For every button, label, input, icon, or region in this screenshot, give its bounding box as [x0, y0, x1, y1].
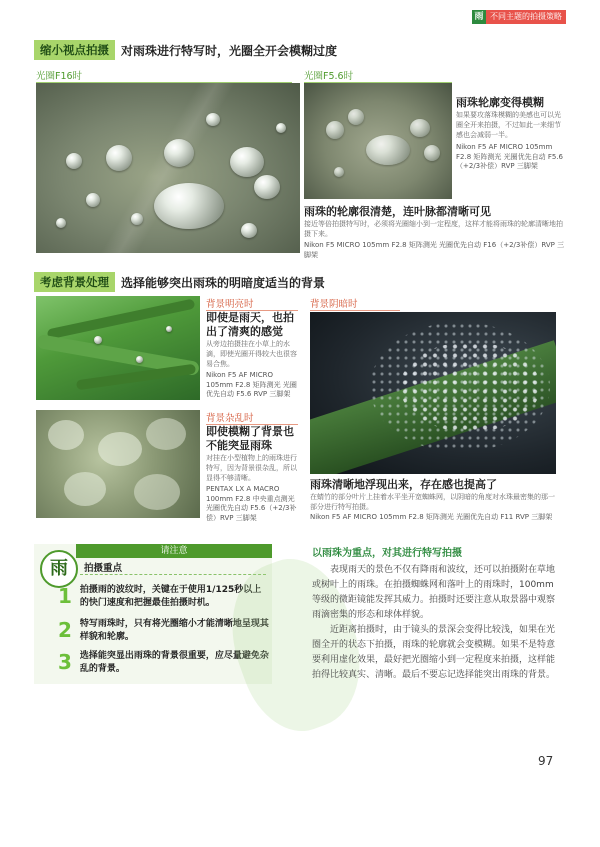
desc-f56-title: 雨珠轮廓变得模糊: [456, 96, 544, 109]
desc-bright-title: 即使是雨天，也拍出了清爽的感觉: [206, 311, 294, 338]
section-2-label: 考虑背景处理: [34, 272, 115, 292]
photo-leaf-f16: [36, 83, 300, 253]
desc-f16-body: 接近等倍拍摄特写时，必须将光圈缩小到一定程度，这样才能将雨珠的轮廓清晰地拍摄下来。: [304, 220, 563, 238]
desc-bright-meta: Nikon F5 AF MICRO 105mm F2.8 矩阵测光 光圈优先自动 F5.6 RVP 三脚架: [206, 371, 297, 398]
section-1-heading: 对雨珠进行特写时，光圈全开会模糊过度: [121, 43, 338, 58]
tip-text: 拍摄雨的波纹时，关键在于使用1/125秒以上的快门速度和把握最佳拍摄时机。: [79, 585, 262, 608]
section-2-title: [34, 272, 325, 292]
desc-f56-meta: Nikon F5 AF MICRO 105mm F2.8 矩阵测光 光圈优先自动 F5.6（+2/3补偿）RVP 三脚架: [456, 143, 563, 170]
desc-dark-title: 雨珠清晰地浮现出来，存在感也提高了: [310, 478, 497, 491]
section-2-heading: 选择能够突出雨珠的明暗度适当的背景: [121, 275, 326, 290]
caption-dark-bg: 背景阴暗时: [310, 296, 400, 311]
caption-cluttered-bg: 背景杂乱时: [206, 410, 298, 425]
photo-bright-bg: [36, 296, 200, 400]
tip-number: 2: [58, 618, 72, 642]
article-paragraph-2: 近距离拍摄时，由于镜头的景深会变得比较浅，如果在光圈全开的状态下拍摄，雨珠的轮廓就会变模糊。如果不是特意要利用虚化效果，最好把光圈缩小到一定程度来拍摄，这样能拍得比较真实、清晰。最后不要忘记选择能突出雨珠的背景。: [312, 625, 556, 680]
section-1-label: 缩小视点拍摄: [34, 40, 115, 60]
desc-bright-body: 从旁边拍摄挂在小草上的水滴，即使光圈开得较大也很容易合焦。: [206, 340, 297, 368]
desc-f16-title: 雨珠的轮廓很清楚，连叶脉都清晰可见: [304, 205, 491, 218]
desc-cluttered-meta: PENTAX LX A MACRO 100mm F2.8 中央重点测光 光圈优先自动 F5.6（+2/3补偿）RVP 三脚架: [206, 485, 297, 522]
desc-f16: [304, 205, 566, 260]
desc-bright-bg: [206, 311, 300, 400]
chapter-tag: [472, 10, 566, 24]
tips-badge: 雨: [40, 550, 78, 588]
tip-text: 选择能突显出雨珠的背景很重要，应尽量避免杂乱的背景。: [79, 651, 269, 674]
chapter-title: 不同主题的拍摄策略: [486, 10, 566, 24]
chapter-mark: 雨: [472, 10, 486, 24]
page-number: 97: [538, 754, 554, 768]
caption-f56: 光圈F5.6时: [304, 68, 452, 83]
desc-f56: [456, 96, 566, 172]
tips-subtitle: 拍摄重点: [84, 563, 123, 574]
article: [312, 544, 562, 683]
tips-header: 请注意: [76, 544, 272, 558]
tip-number: 1: [58, 584, 72, 608]
desc-cluttered-body: 对挂在小型植物上的雨珠进行特写，因为背景很杂乱，所以显得不够清晰。: [206, 454, 297, 482]
caption-f16: 光圈F16时: [36, 68, 292, 83]
desc-cluttered-bg: [206, 425, 300, 523]
tip-text: 特写雨珠时，只有将光圈缩小才能清晰地呈现其样貌和轮廓。: [79, 619, 269, 642]
desc-dark-bg: [310, 478, 560, 523]
article-paragraph-1: 表现雨天的景色不仅有降雨和波纹，还可以拍摄附在草地或树叶上的雨珠。在拍摄蜘蛛网和落叶上的雨珠时，100mm等级的微距镜能发挥其威力。拍摄时还要注意从取景器中观察雨滴密集的形态和球体样貌。: [312, 565, 556, 620]
desc-dark-body: 在蜻竹的部分叶片上挂着水平坐开宽蜘蛛网，以阴暗的角度对水珠最密集的那一部分进行特写拍摄。: [310, 493, 555, 511]
desc-f16-meta: Nikon F5 MICRO 105mm F2.8 矩阵测光 光圈优先自动 F16（+2/3补偿）RVP 三脚架: [304, 241, 565, 259]
section-1-title: [34, 40, 337, 60]
photo-cluttered-bg: [36, 410, 200, 518]
photo-leaf-f56: [304, 83, 452, 199]
tip-number: 3: [58, 650, 72, 674]
photo-dark-bg: [310, 312, 556, 474]
desc-cluttered-title: 即使模糊了背景也不能突显雨珠: [206, 425, 294, 452]
article-heading: 以雨珠为重点，对其进行特写拍摄: [312, 548, 462, 559]
desc-f56-body: 如果要攻落珠模糊的美感也可以光圈全开来拍摄，不过如此一来细节感也会减弱一半。: [456, 111, 561, 139]
caption-bright-bg: 背景明亮时: [206, 296, 298, 311]
desc-dark-meta: Nikon F5 AF MICRO 105mm F2.8 矩阵测光 光圈优先自动 F11 RVP 三脚架: [310, 513, 553, 521]
